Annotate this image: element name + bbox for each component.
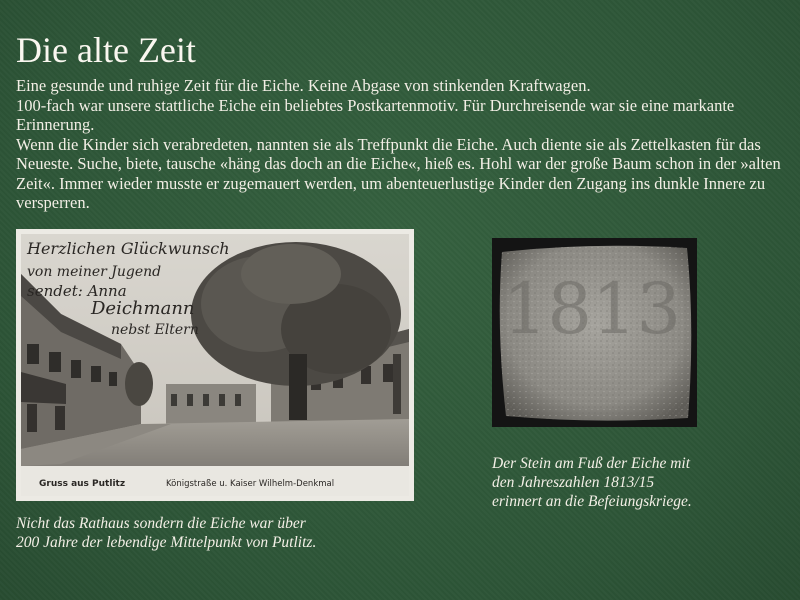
stone-photo [492,238,697,427]
page-title: Die alte Zeit [16,30,196,70]
postcard-caption-left: Gruss aus Putlitz [39,479,126,489]
stone-carving: 1813 [502,268,682,350]
postcard-handwriting-1: Herzlichen Glückwunsch [27,239,230,258]
postcard-handwriting-2: von meiner Jugend [27,264,162,280]
stone-caption [492,454,772,511]
postcard-image [21,234,409,496]
intro-paragraph-3: Wenn die Kinder sich verabredeten, nannten sie als Treffpunkt die Eiche. Auch diente sie als Zettelkasten für das Neueste. Suche, biete, tausche «häng das doch an die Eiche«, hieß es. Hohl war der große Baum schon in der »alten Zeit«. Immer wieder musste er zugemauert werden, um abenteuerlustige Kinder den Zugang ins dunkle Innere zu versperren. [16,134,781,212]
postcard-photo [16,229,414,501]
intro-paragraph-2: 100-fach war unsere stattliche Eiche ein beliebtes Postkartenmotiv. Für Durchreisende war sie eine markante Erinnerung. [16,95,735,134]
postcard-handwriting-5: nebst Eltern [111,322,199,338]
caption-right-line-2: den Jahreszahlen 1813/15 [492,474,655,491]
caption-left-line-1: Nicht das Rathaus sondern die Eiche war über [16,515,306,532]
postcard-handwriting-4: Deichmann [91,298,195,319]
postcard-caption-right: Königstraße u. Kaiser Wilhelm-Denkmal [166,479,335,489]
intro-text [16,76,786,213]
caption-left-line-2: 200 Jahre der lebendige Mittelpunkt von Putlitz. [16,534,317,551]
postcard-caption [16,514,376,552]
postcard-handwriting-3: sendet: Anna [27,282,127,300]
caption-right-line-3: erinnert an die Befeiungskriege. [492,493,692,510]
caption-right-line-1: Der Stein am Fuß der Eiche mit [492,455,691,472]
stone-image [492,238,697,427]
intro-paragraph-1: Eine gesunde und ruhige Zeit für die Eiche. Keine Abgase von stinkenden Kraftwagen. [16,76,591,95]
